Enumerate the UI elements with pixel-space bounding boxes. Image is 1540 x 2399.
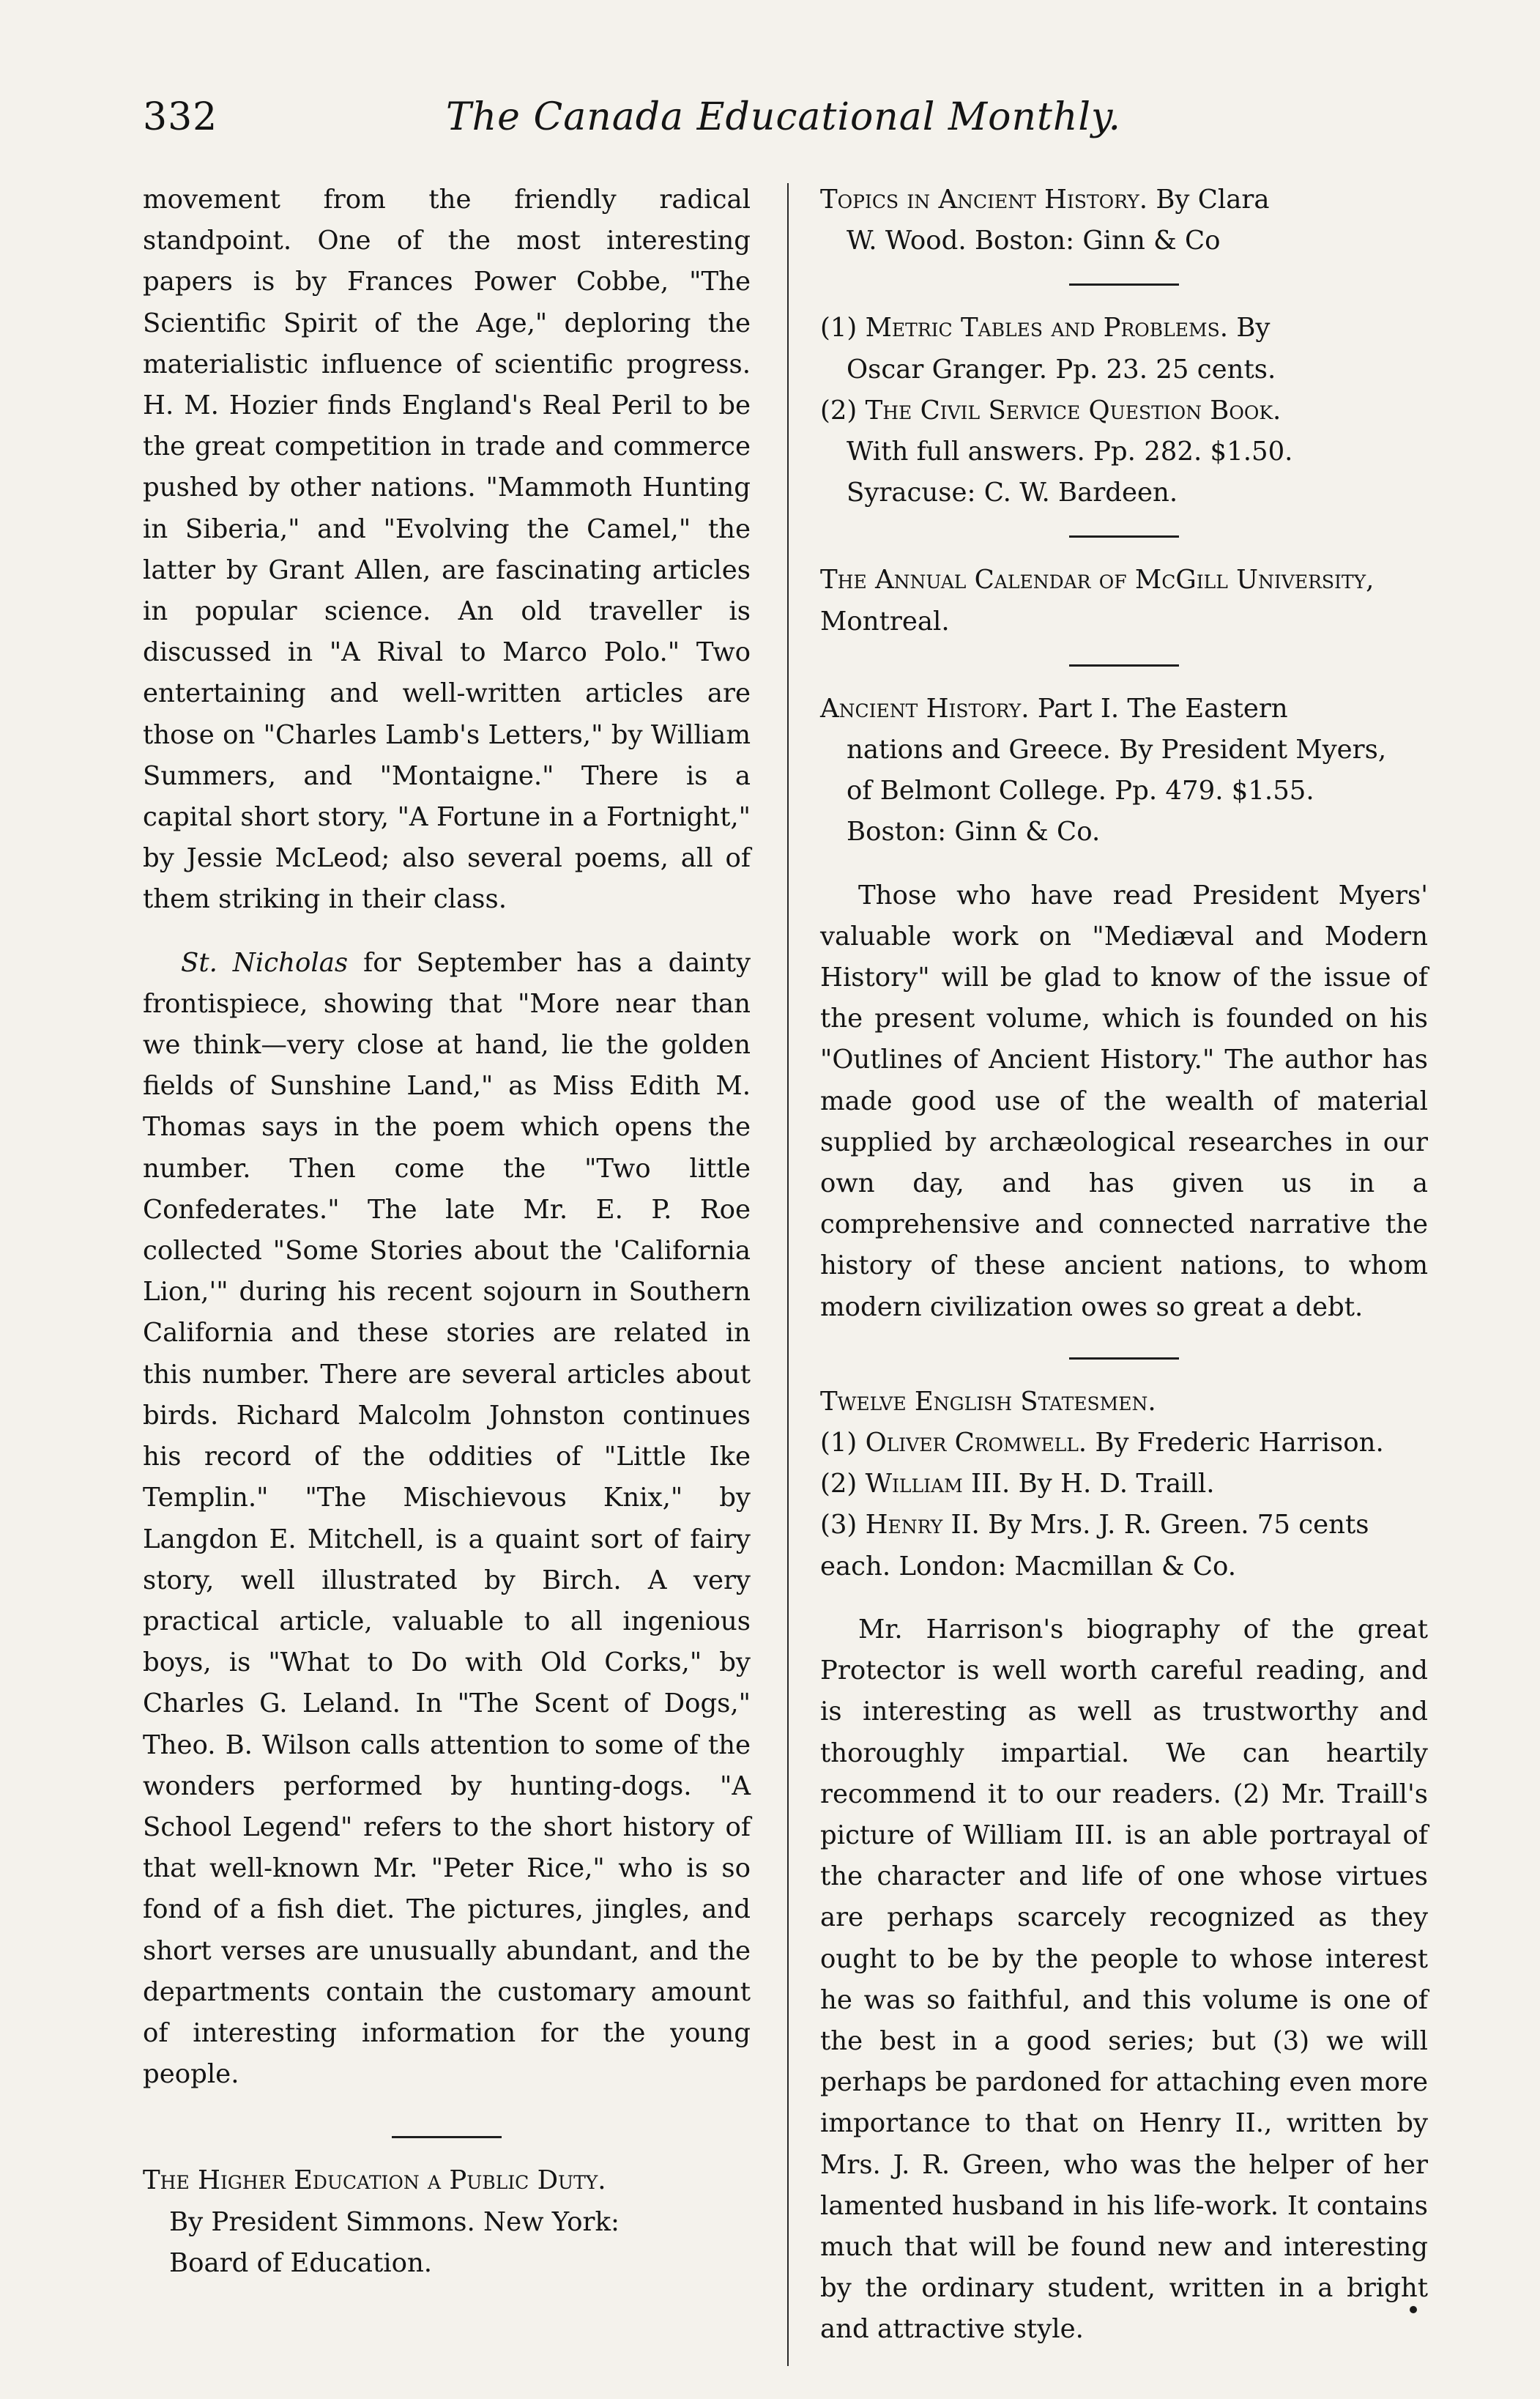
entry-oliver-cromwell: (1) Oliver Cromwell. By Frederic Harrison. — [820, 1428, 1384, 1458]
ink-mark — [1410, 2306, 1417, 2313]
title-st-nicholas: St. Nicholas — [181, 947, 349, 978]
column-divider — [787, 183, 789, 2366]
entry-mcgill-calendar: The Annual Calendar of McGill University, Montreal. — [820, 565, 1375, 637]
right-column: Topics in Ancient History. By Clara W. Wood. Boston: Ginn & Co (1) Metric Tables and Problems. By Oscar Granger. Pp. 23. 25 cents. (2) The Civil Service Question Book. With full answers. Pp. 282. $1.50. Syracuse: C. W. Bardeen. The Annual Calendar of McGill University, Montreal. Ancient History. Part I. The Eastern nations and Greece. By President Myers, of Belmont College. Pp. 479. $1.55. Boston: Ginn & Co. Those who have read President Myers' valuable work on "Mediæval and Modern History" will be glad to know of the issue of the present volume, which is founded on his "Outlines of Ancient History." The author has made good use of the wealth of material supplied by archæological researches in our own day, and has given us in a comprehensive and connected narrative the history of these ancient nations, to whom modern civilization owes so great a debt. Twelve English Statesmen. (1) Oliver Cromwell. By Frederic Harrison. (2) William III. By H. D. Traill. (3) Henry II. By Mrs. J. R. Green. 75 cents each. London: Macmillan & Co. Mr. Harrison's biography of the great Protector is well worth careful reading, and is interesting as well as trustworthy and thoroughly impartial. We can heartily recommend it to our readers. (2) Mr. Traill's picture of William III. is an able portrayal of the character and life of one whose virtues are perhaps scarcely recognized as they ought to be by the people to whose interest he was so faithful, and this volume is one of the best in a good series; but (3) we will perhaps be pardoned for attaching even more importance to that on Henry II., written by Mrs. J. R. Green, who was the helper of her lamented husband in his life-work. It contains much that will be found new and interesting by the ordinary student, written in a bright and attractive style. — [820, 179, 1428, 2351]
entry-william-iii: (2) William III. By H. D. Traill. — [820, 1469, 1215, 1499]
entry-civil-service: (2) The Civil Service Question Book. — [820, 395, 1282, 426]
paragraph-harrison-review: Mr. Harrison's biography of the great Protector is well worth careful reading, and is interesting as well as trustworthy and thoroughly impartial. We can heartily recommend it to our readers. (2) Mr. Traill's picture of William III. is an able portrayal of the character and life of one whose virtues are perhaps scarcely recognized as they ought to be by the people to whose interest he was so faithful, and this volume is one of the best in a good series; but (3) we will perhaps be pardoned for attaching even more importance to that on Henry II., written by Mrs. J. R. Green, who was the helper of her lamented husband in his life-work. It contains much that will be found new and interesting by the ordinary student, written in a bright and attractive style. — [820, 1614, 1428, 2345]
paragraph-review-continued: movement from the friendly radical standpoint. One of the most interesting papers is by Frances Power Cobbe, "The Scientific Spirit of the Age," deploring the materialistic influence of scientific progress. H. M. Hozier finds England's Real Peril to be the great competition in trade and commerce pushed by other nations. "Mammoth Hunting in Siberia," and "Evolving the Camel," the latter by Grant Allen, are fascinating articles in popular science. An old traveller is discussed in "A Rival to Marco Polo." Two entertaining and well-written articles are those on "Charles Lamb's Letters," by William Summers, and "Montaigne." There is a capital short story, "A Fortune in a Fortnight," by Jessie McLeod; also several poems, all of them striking in their class. — [143, 185, 751, 915]
page-number: 332 — [143, 95, 218, 139]
entry-higher-education: The Higher Education a Public Duty. — [143, 2165, 606, 2196]
section-divider — [1069, 664, 1179, 667]
paragraph-st-nicholas: St. Nicholas for September has a dainty frontispiece, showing that "More near than we think—very close at hand, lie the golden fields of Sunshine Land," as Miss Edith M. Thomas says in the poem which opens the number. Then come the "Two little Confederates." The late Mr. E. P. Roe collected "Some Stories about the 'California Lion,'" during his recent sojourn in Southern California and these stories are related in this number. There are several articles about birds. Richard Malcolm Johnston continues his record of the oddities of "Little Ike Templin." "The Mischievous Knix," by Langdon E. Mitchell, is a quaint sort of fairy story, well illustrated by Birch. A very practical article, valuable to all ingenious boys, is "What to Do with Old Corks," by Charles G. Leland. In "The Scent of Dogs," Theo. B. Wilson calls attention to some of the wonders performed by hunting-dogs. "A School Legend" refers to the short history of that well-known Mr. "Peter Rice," who is so fond of a fish diet. The pictures, jingles, and short verses are unusually abundant, and the departments contain the customary amount of interesting information for the young people. — [143, 947, 751, 2090]
entry-ancient-history: Ancient History. Part I. The Eastern — [820, 693, 1288, 724]
section-divider — [1069, 535, 1179, 538]
entry-henry-ii: (3) Henry II. By Mrs. J. R. Green. 75 cents each. London: Macmillan & Co. — [820, 1510, 1369, 1582]
section-divider — [1069, 283, 1179, 286]
entry-metric-tables: (1) Metric Tables and Problems. By — [820, 313, 1271, 344]
page-header — [143, 95, 1424, 154]
left-column: movement from the friendly radical standpoint. One of the most interesting papers is by Frances Power Cobbe, "The Scientific Spirit of the Age," deploring the materialistic influence of scientific progress. H. M. Hozier finds England's Real Peril to be the great competition in trade and commerce pushed by other nations. "Mammoth Hunting in Siberia," and "Evolving the Camel," the latter by Grant Allen, are fascinating articles in popular science. An old traveller is discussed in "A Rival to Marco Polo." Two entertaining and well-written articles are those on "Charles Lamb's Letters," by William Summers, and "Montaigne." There is a capital short story, "A Fortune in a Fortnight," by Jessie McLeod; also several poems, all of them striking in their class. St. Nicholas for September has a dainty frontispiece, showing that "More near than we think—very close at hand, lie the golden fields of Sunshine Land," as Miss Edith M. Thomas says in the poem which opens the number. Then come the "Two little Confederates." The late Mr. E. P. Roe collected "Some Stories about the 'California Lion,'" during his recent sojourn in Southern California and these stories are related in this number. There are several articles about birds. Richard Malcolm Johnston continues his record of the oddities of "Little Ike Templin." "The Mischievous Knix," by Langdon E. Mitchell, is a quaint sort of fairy story, well illustrated by Birch. A very practical article, valuable to all ingenious boys, is "What to Do with Old Corks," by Charles G. Leland. In "The Scent of Dogs," Theo. B. Wilson calls attention to some of the wonders performed by hunting-dogs. "A School Legend" refers to the short history of that well-known Mr. "Peter Rice," who is so fond of a fish diet. The pictures, jingles, and short verses are unusually abundant, and the departments contain the customary amount of interesting information for the young people. The Higher Education a Public Duty. By President Simmons. New York: Board of Education. — [143, 179, 751, 2284]
running-title: The Canada Educational Monthly. — [446, 95, 1121, 139]
paragraph-myers-review: Those who have read President Myers' valuable work on "Mediæval and Modern History" will be glad to know of the issue of the present volume, which is founded on his "Outlines of Ancient History." The author has made good use of the wealth of material supplied by archæological researches in our own day, and has given us in a comprehensive and connected narrative the history of these ancient nations, to whom modern civilization owes so great a debt. — [820, 880, 1428, 1322]
entry-twelve-english-statesmen: Twelve English Statesmen. — [820, 1386, 1156, 1417]
section-divider — [392, 2136, 502, 2138]
entry-topics-ancient-history: Topics in Ancient History. By Clara — [820, 185, 1270, 215]
section-divider — [1069, 1357, 1179, 1360]
